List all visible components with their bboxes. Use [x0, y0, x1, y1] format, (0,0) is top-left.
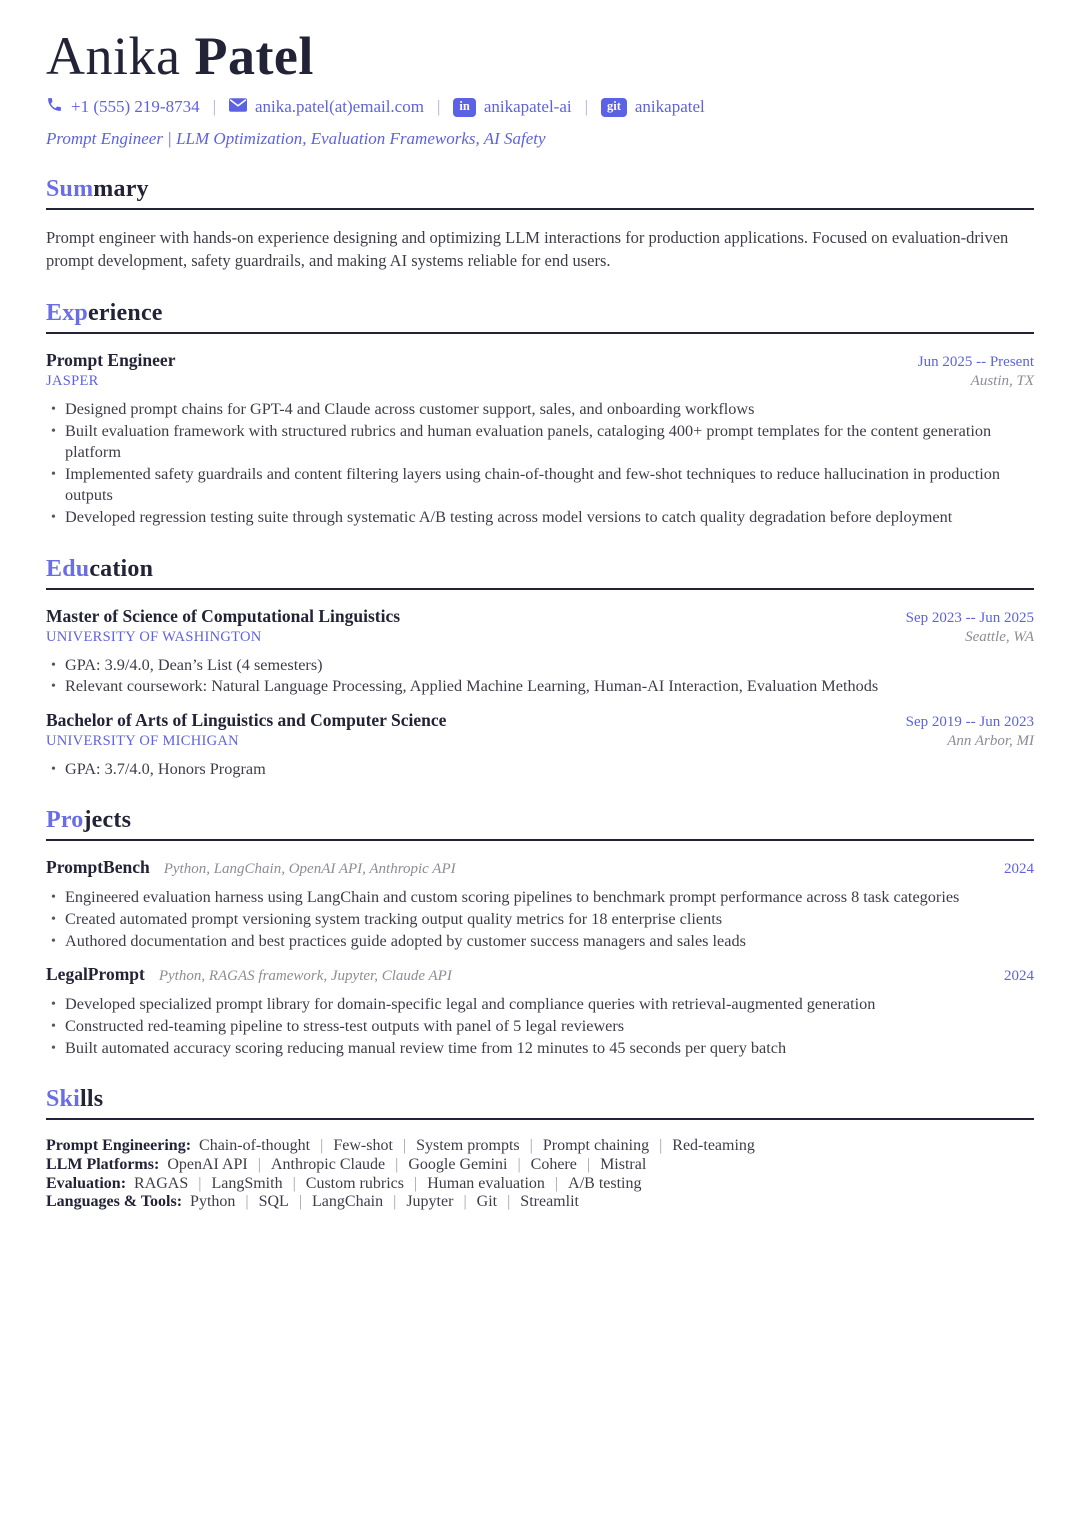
- skill-category-label: Evaluation:: [46, 1174, 127, 1192]
- contact-row: [46, 96, 1034, 118]
- heading-rest: lls: [79, 1086, 104, 1113]
- skill-row: [46, 1175, 1034, 1194]
- skill-item: LangSmith: [211, 1174, 283, 1192]
- skill-item: A/B testing: [568, 1174, 642, 1192]
- heading-accent: Exp: [46, 300, 88, 326]
- bullet-item: • Authored documentation and best practices guide adopted by customer success managers and sales leads: [46, 931, 1034, 953]
- summary-heading: [46, 176, 1034, 210]
- separator: |: [402, 1137, 407, 1155]
- git-icon: git: [601, 98, 627, 117]
- education-bullets: [46, 759, 1034, 781]
- separator: |: [292, 1174, 296, 1192]
- tagline: Prompt Engineer | LLM Optimization, Evaluation Frameworks, AI Safety: [46, 129, 546, 149]
- degree-dates: Sep 2023 -- Jun 2025: [905, 609, 1034, 626]
- job-subheader: [46, 373, 1034, 390]
- bullet-item: • Constructed red-teaming pipeline to stress-test outputs with panel of 5 legal reviewers: [46, 1016, 1034, 1038]
- heading-accent: Edu: [46, 555, 90, 582]
- project-bullets: [46, 887, 1034, 952]
- heading-rest: mary: [93, 176, 149, 203]
- separator: |: [463, 1193, 467, 1211]
- project-bullets: [46, 994, 1034, 1059]
- phone-number[interactable]: +1 (555) 219-8734: [71, 97, 200, 117]
- contact-separator: |: [212, 97, 216, 117]
- education-bullets: [46, 655, 1034, 698]
- project-entry: [46, 964, 1034, 1059]
- bullet-item: • Built evaluation framework with structured rubrics and human evaluation panels, cataloging 400+ prompt templates for the content generation platform: [46, 421, 1034, 464]
- skill-item: System prompts: [416, 1137, 520, 1155]
- project-name: LegalPrompt: [46, 964, 145, 985]
- skill-category-label: LLM Platforms:: [46, 1155, 160, 1173]
- school-name: UNIVERSITY OF WASHINGTON: [46, 628, 262, 645]
- phone-icon: [46, 96, 63, 118]
- separator: |: [659, 1137, 663, 1155]
- skill-item: Prompt chaining: [542, 1137, 650, 1155]
- resume-header: [46, 26, 1034, 149]
- skill-row: [46, 1156, 1034, 1175]
- job-bullets: [46, 399, 1034, 529]
- education-heading: [46, 556, 1034, 590]
- company-name: JASPER: [46, 373, 99, 389]
- separator: |: [198, 1174, 202, 1192]
- project-tech: Python, LangChain, OpenAI API, Anthropic API: [163, 861, 456, 878]
- skill-item: Custom rubrics: [305, 1174, 404, 1192]
- skill-item: Google Gemini: [408, 1155, 508, 1173]
- project-year: 2024: [1004, 968, 1034, 985]
- degree-header: [46, 710, 1034, 731]
- separator: |: [529, 1137, 533, 1155]
- bullet-item: • Implemented safety guardrails and content filtering layers using chain-of-thought and few-shot techniques to reduce hallucination in production outputs: [46, 464, 1034, 507]
- section-projects: [46, 807, 1034, 1059]
- skill-category-label: Languages & Tools:: [46, 1193, 183, 1211]
- education-entry: [46, 606, 1034, 698]
- project-year: 2024: [1004, 861, 1034, 878]
- heading-rest: erience: [87, 300, 163, 326]
- bullet-item: • Relevant coursework: Natural Language Processing, Applied Machine Learning, Human-AI Interaction, Evaluation Methods: [46, 676, 1034, 698]
- skill-item: Few-shot: [333, 1137, 393, 1155]
- separator: |: [554, 1174, 559, 1192]
- first-name: Anika: [46, 26, 181, 86]
- heading-accent: Sum: [46, 176, 94, 203]
- skill-item: Chain-of-thought: [199, 1137, 311, 1155]
- skills-block: [46, 1137, 1034, 1212]
- skill-item: LangChain: [312, 1193, 384, 1211]
- experience-entry: [46, 350, 1034, 529]
- skill-item: Cohere: [530, 1155, 577, 1173]
- degree-header: [46, 606, 1034, 627]
- skill-item: Python: [190, 1193, 236, 1211]
- mail-icon: [229, 97, 247, 117]
- separator: |: [586, 1155, 591, 1173]
- person-name: [46, 26, 1034, 86]
- separator: |: [245, 1193, 249, 1211]
- projects-heading: [46, 807, 1034, 841]
- job-title: Prompt Engineer: [46, 350, 176, 370]
- skill-item: SQL: [258, 1193, 289, 1211]
- separator: |: [507, 1193, 511, 1211]
- school-name: UNIVERSITY OF MICHIGAN: [46, 732, 239, 749]
- phone-link[interactable]: [46, 96, 200, 118]
- github-handle[interactable]: anikapatel: [634, 97, 705, 117]
- skill-item: Anthropic Claude: [270, 1155, 386, 1173]
- bullet-item: • GPA: 3.9/4.0, Dean’s List (4 semesters): [46, 655, 1034, 677]
- separator: |: [298, 1193, 303, 1211]
- degree-subheader: [46, 629, 1034, 646]
- skill-items: [190, 1193, 579, 1210]
- skill-items: [199, 1137, 755, 1154]
- email-address[interactable]: anika.patel(at)email.com: [254, 97, 424, 117]
- bullet-item: • Designed prompt chains for GPT-4 and Claude across customer support, sales, and onboarding workflows: [46, 399, 1034, 421]
- section-summary: [46, 176, 1034, 273]
- linkedin-handle[interactable]: anikapatel-ai: [483, 97, 572, 117]
- project-name: PromptBench: [46, 857, 150, 878]
- heading-rest: cation: [89, 555, 154, 582]
- skill-row: [46, 1193, 1034, 1212]
- education-entry: [46, 710, 1034, 781]
- degree-title: Master of Science of Computational Linguistics: [46, 605, 401, 626]
- last-name: Patel: [194, 26, 314, 86]
- bullet-item: • Created automated prompt versioning system tracking output quality metrics for 18 enterprise clients: [46, 909, 1034, 931]
- bullet-item: • GPA: 3.7/4.0, Honors Program: [46, 759, 1034, 781]
- degree-title: Bachelor of Arts of Linguistics and Computer Science: [46, 709, 447, 730]
- section-experience: [46, 300, 1034, 529]
- bullet-item: • Developed regression testing suite through systematic A/B testing across model versions to catch quality degradation before deployment: [46, 507, 1034, 529]
- project-header: [46, 964, 1034, 985]
- separator: |: [395, 1155, 399, 1173]
- job-dates: Jun 2025 -- Present: [917, 354, 1034, 370]
- bullet-item: • Developed specialized prompt library for domain-specific legal and compliance queries with retrieval-augmented generation: [46, 994, 1034, 1016]
- skill-category-label: Prompt Engineering:: [46, 1137, 192, 1155]
- skill-item: Streamlit: [520, 1193, 579, 1211]
- email-link[interactable]: [229, 97, 424, 117]
- skill-item: RAGAS: [134, 1174, 189, 1192]
- section-education: [46, 556, 1034, 781]
- section-skills: [46, 1086, 1034, 1212]
- contact-separator: |: [584, 97, 588, 117]
- skill-item: Human evaluation: [427, 1174, 545, 1192]
- separator: |: [320, 1137, 324, 1155]
- school-location: Ann Arbor, MI: [947, 732, 1034, 749]
- skill-items: [167, 1156, 646, 1173]
- skill-item: Mistral: [600, 1155, 647, 1173]
- degree-dates: Sep 2019 -- Jun 2023: [905, 713, 1034, 730]
- bullet-item: • Engineered evaluation harness using LangChain and custom scoring pipelines to benchmark prompt performance across 8 task categories: [46, 887, 1034, 909]
- experience-heading: [46, 300, 1034, 334]
- degree-subheader: [46, 733, 1034, 750]
- heading-accent: Pro: [46, 807, 84, 834]
- skill-item: OpenAI API: [167, 1155, 248, 1173]
- heading-rest: jects: [83, 807, 132, 834]
- skill-item: Git: [476, 1193, 498, 1211]
- heading-accent: Ski: [46, 1086, 80, 1113]
- separator: |: [413, 1174, 418, 1192]
- project-header: [46, 857, 1034, 878]
- linkedin-icon: in: [453, 98, 475, 117]
- skill-row: [46, 1137, 1034, 1156]
- contact-separator: |: [436, 97, 441, 117]
- job-header: [46, 350, 1034, 371]
- project-title-group: [46, 857, 456, 878]
- linkedin-link[interactable]: [453, 97, 571, 117]
- bullet-item: • Built automated accuracy scoring reducing manual review time from 12 minutes to 45 seconds per query batch: [46, 1038, 1034, 1060]
- github-link[interactable]: [601, 97, 705, 117]
- skill-item: Jupyter: [406, 1193, 454, 1211]
- skill-item: Red-teaming: [672, 1137, 755, 1155]
- project-entry: [46, 857, 1034, 952]
- skill-items: [134, 1175, 641, 1192]
- skills-heading: [46, 1086, 1034, 1120]
- separator: |: [393, 1193, 397, 1211]
- job-location: Austin, TX: [970, 373, 1034, 389]
- project-title-group: [46, 964, 452, 985]
- summary-text: Prompt engineer with hands-on experience designing and optimizing LLM interactions for production applications. Focused on evaluation-driven prompt development, safety guardrails, and making AI systems reliable for end users.: [46, 228, 1009, 271]
- separator: |: [257, 1155, 261, 1173]
- separator: |: [517, 1155, 521, 1173]
- project-tech: Python, RAGAS framework, Jupyter, Claude API: [158, 968, 452, 985]
- school-location: Seattle, WA: [965, 628, 1034, 645]
